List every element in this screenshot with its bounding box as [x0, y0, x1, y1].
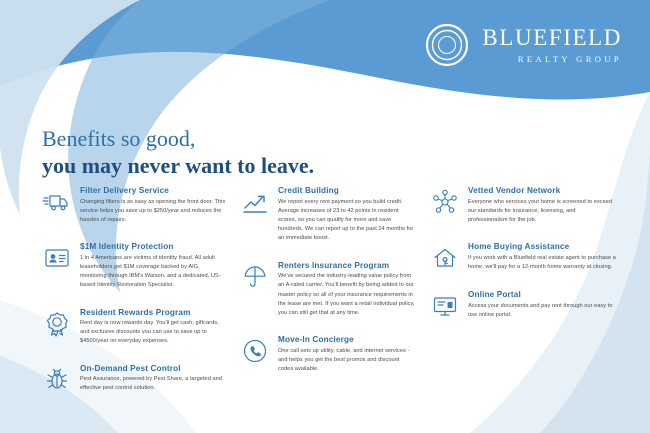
- benefit-title: Resident Rewards Program: [80, 307, 191, 317]
- page-title: [42, 126, 314, 180]
- benefit-description: Everyone who services your home is screened to exceed our standards for insurance, licensing, and professionalism for the job.: [468, 198, 613, 223]
- growth-arrow-icon: [240, 187, 270, 217]
- headline-line-2: you may never want to leave.: [42, 152, 315, 178]
- benefit-title: On-Demand Pest Control: [80, 363, 181, 373]
- benefit-title: Home Buying Assistance: [468, 242, 570, 252]
- benefit-item: [42, 242, 226, 290]
- benefit-description: 1 in 4 Americans are victims of identity fraud. All adult leaseholders get $1M coverage backed by AIG, monitoring through IBM's Watson, and a dedicated, US-based Identity Restoration Specialist.: [80, 254, 221, 289]
- benefit-item: [430, 242, 616, 273]
- headline-line-1: Benefits so good,: [42, 126, 196, 151]
- benefits-columns: [42, 186, 622, 395]
- benefit-item: [42, 364, 226, 395]
- benefit-description: Access your documents and pay rent through our easy to use online portal.: [468, 302, 613, 318]
- pest-bug-icon: [42, 365, 72, 395]
- benefit-item: [240, 186, 416, 244]
- benefits-column-2: [240, 186, 416, 395]
- benefit-item: [240, 261, 416, 319]
- brand-logo: [424, 22, 622, 68]
- benefit-item: [430, 186, 616, 225]
- benefit-description: Changing filters is as easy as opening the front door. This service helps you save up to $250/year and reduces the hassles of repairs.: [80, 198, 226, 223]
- benefit-item: [430, 290, 616, 321]
- delivery-truck-icon: [42, 187, 72, 217]
- benefit-title: Credit Building: [278, 186, 339, 195]
- benefit-title: Online Portal: [468, 290, 521, 300]
- award-ribbon-icon: [42, 309, 72, 339]
- id-card-icon: [42, 243, 72, 273]
- monitor-portal-icon: [430, 291, 460, 321]
- benefit-description: One call sets up utility, cable, and internet services - and helps you get the best promos and discount codes available.: [278, 347, 410, 373]
- benefit-item: [42, 186, 226, 225]
- benefit-description: We've secured the industry-leading value policy from an A-rated carrier. You'll benefit by being added to our master policy so all of your insurance requirements in the lease are met. If you want a retail individual policy, you can still get that at any time.: [278, 273, 415, 316]
- benefit-item: [42, 308, 226, 347]
- brand-tagline: REALTY GROUP: [517, 53, 622, 64]
- benefit-description: We report every rent payment so you build credit. Average increases of 23 to 42 points in resident scores, so you can qualify for more and save hundreds. We can report up to the past 24 months for an immediate boost.: [278, 198, 414, 242]
- benefits-column-1: [42, 186, 226, 395]
- benefits-column-3: [430, 186, 616, 395]
- phone-support-icon: [240, 336, 270, 366]
- benefit-title: Vetted Vendor Network: [468, 186, 561, 195]
- benefit-item: [240, 335, 416, 374]
- benefit-description: Pest Assurance, powered by Pest Share, a targeted and effective pest control solution.: [80, 376, 222, 392]
- brand-name: BLUEFIELD: [482, 25, 622, 51]
- circular-rope-emblem-icon: [424, 22, 470, 68]
- benefit-title: Move-In Concierge: [278, 335, 354, 345]
- house-key-icon: [430, 243, 460, 273]
- benefit-description: If you work with a Bluefield real estate agent to purchase a home, we'll pay for a 12-month home warranty at closing.: [468, 254, 616, 270]
- benefit-title: Renters Insurance Program: [278, 260, 390, 270]
- benefit-title: Filter Delivery Service: [80, 186, 170, 195]
- benefit-title: $1M Identity Protection: [80, 242, 174, 252]
- umbrella-shield-icon: [240, 262, 270, 292]
- benefit-description: Rent day is now rewards day. You'll get cash, giftcards, and exclusive discounts you can use to save up to $4500/year on everyday expenses.: [80, 320, 219, 345]
- vendor-network-icon: [430, 187, 460, 217]
